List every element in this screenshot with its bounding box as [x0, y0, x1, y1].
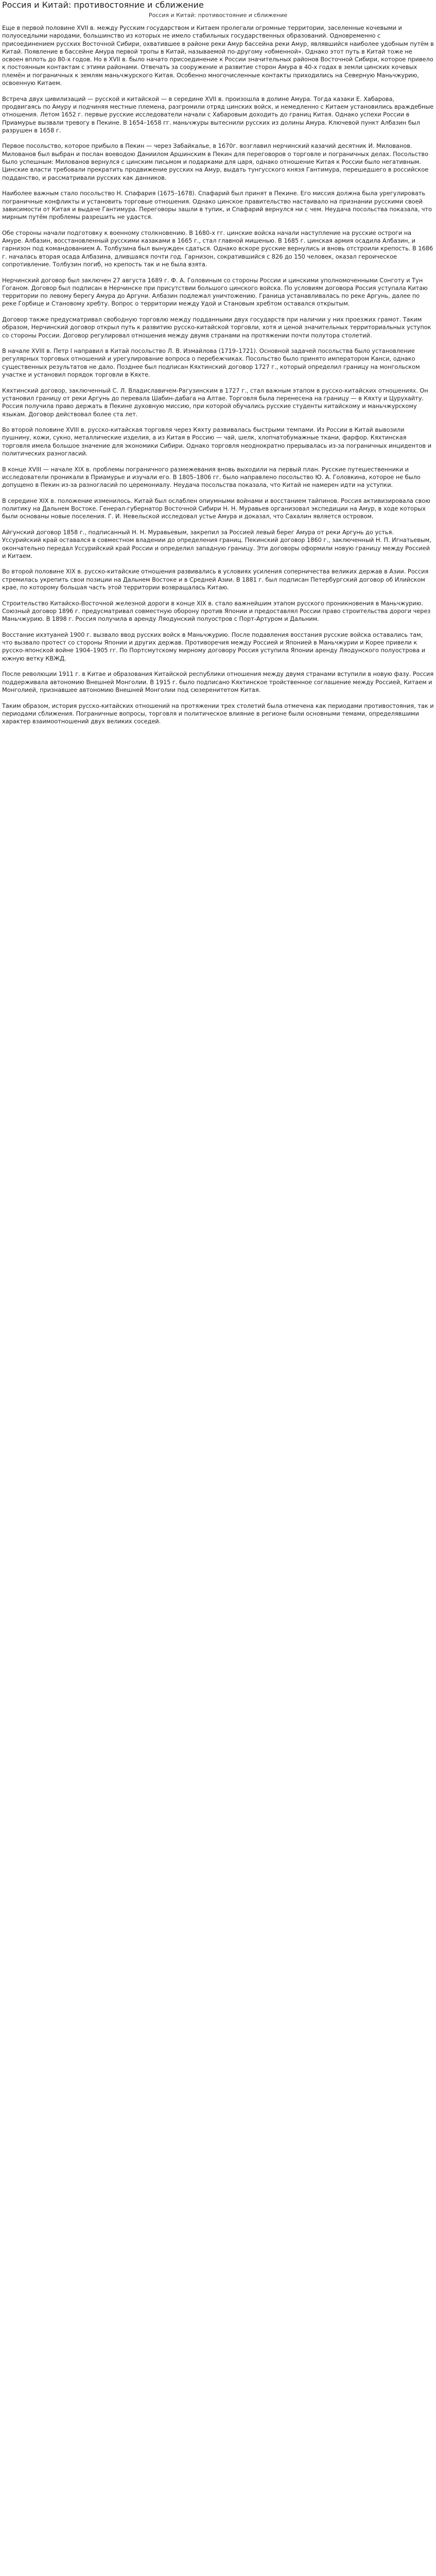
article-paragraph: Нерчинский договор был заключен 27 августа 1689 г. Ф. А. Головиным со стороны России и цинскими уполномоченными Сонготу и Тун Гоганом. Договор был подписан в Нерчинске при присутствии большого цинского войска. По условиям договора Россия уступала Китаю территории по левому берегу Амура до Аргуни. Албазин подлежал уничтожению. Граница устанавливалась по реке Аргунь, далее по реке Горбице и Становому хребту. Вопрос о территории между Удой и Становым хребтом оставался открытым.: [2, 276, 428, 308]
article-paragraph: Кяхтинский договор, заключенный С. Л. Владиславичем-Рагузинским в 1727 г., стал важным этапом в русско-китайских отношениях. Он установил границу от реки Аргунь до перевала Шабин-дабага на Алтае. Торговля была перенесена на границу — в Кяхту и Цурухайту. Россия получила право держать в Пекине духовную миссию, при которой обучались русские студенты китайскому и маньчжурскому языкам. Договор действовал более ста лет.: [2, 386, 428, 418]
article-paragraph: В начале XVIII в. Петр I направил в Китай посольство Л. В. Измайлова (1719–1721). Основной задачей посольства было установление регулярных торговых отношений и урегулирование вопроса о перебежчиках. Посольство было принято императором Канси, однако существенных результатов не дало. Позднее был подписан Кяхтинский договор 1727 г., который определил границу на монгольском участке и установил порядок торговли в Кяхте.: [2, 347, 420, 379]
article-paragraph: Во второй половине XIX в. русско-китайские отношения развивались в условиях усиления соперничества великих держав в Азии. Россия стремилась укрепить свои позиции на Дальнем Востоке и в Средней Азии. В 1881 г. был подписан Петербургский договор об Илийском крае, по которому большая часть этой территории возвращалась Китаю.: [2, 568, 429, 591]
article-paragraph: Наиболее важным стало посольство Н. Спафария (1675–1678). Спафарий был принят в Пекине. Его миссия должна была урегулировать пограничные конфликты и установить торговые отношения. Однако цинское правительство настаивало на признании русскими своей зависимости от Китая и выдаче Гантимура. Переговоры зашли в тупик, и Спафарий вернулся ни с чем. Неудача посольства показала, что мирным путём проблемы разрешить не удастся.: [2, 190, 432, 221]
article-paragraph: Восстание ихэтуаней 1900 г. вызвало ввод русских войск в Маньчжурию. После подавления восстания русские войска оставались там, что вызвало протест со стороны Японии и других держав. Противоречия между Россией и Японией в Маньчжурии и Корее привели к русско-японской войне 1904–1905 гг. По Портсмутскому мирному договору Россия уступила Японии аренду Ляодунского полуострова и южную ветку КВЖД.: [2, 631, 426, 662]
article-paragraph: Во второй половине XVIII в. русско-китайская торговля через Кяхту развивалась быстрыми темпами. Из России в Китай вывозили пушнину, кожи, сукно, металлические изделия, а из Китая в Россию — чай, шелк, хлопчатобумажные ткани, фарфор. Кяхтинская торговля имела большое значение для экономики Сибири. Однако торговля неоднократно прерывалась из-за пограничных инцидентов и политических разногласий.: [2, 426, 432, 457]
article-paragraph: Таким образом, история русско-китайских отношений на протяжении трех столетий была отмечена как периодами противостояния, так и периодами сближения. Пограничные вопросы, торговля и политическое влияние в регионе были основными темами, определявшими характер взаимоотношений двух великих соседей.: [2, 702, 434, 725]
article-paragraph: Еще в первой половине XVII в. между Русским государством и Китаем пролегали огромные территории, заселенные кочевыми и полуоседлыми народами, большинство из которых не имело стабильных государственных образований. Одновременно с присоединением русских Восточной Сибири, охватившее в районе реки Амур бассейна реки Амур, являвшийся наиболее удобным путём в Китай. Появление в бассейне Амура первой тропы в Китай, называемой по-другому «обменной». Однако этот путь в Китай тоже не освоен вплоть до 80-х годов. Но в XVII в. было начато присоединение к России значительных районов Восточной Сибири, которое привело к постоянным контактам с этими районами. Отвечать за сооружение и развитие сторон Амура в 40-х годах в земли цинских кочевых племён и пограничных к землям маньчжурского Китая. Особенно многочисленные контакты приходились на Северную Маньчжурию, освоенную Китаем.: [2, 24, 434, 87]
article-body: [0, 19, 436, 725]
article-paragraph: Договор также предусматривал свободную торговлю между подданными двух государств при наличии у них проезжих грамот. Таким образом, Нерчинский договор открыл путь к развитию русско-китайской торговли, хотя и ценой значительных территориальных уступок со стороны России. Договор регулировал отношения между двумя странами на протяжении почти полутора столетий.: [2, 315, 431, 339]
article-paragraph: Строительство Китайско-Восточной железной дороги в конце XIX в. стало важнейшим этапом русского проникновения в Маньчжурию. Союзный договор 1896 г. предусматривал совместную оборону против Японии и предоставлял России право строительства дороги через Маньчжурию. В 1898 г. Россия получила в аренду Ляодунский полуостров с Порт-Артуром и Дальним.: [2, 599, 431, 623]
article-paragraph: После революции 1911 г. в Китае и образования Китайской республики отношения между двумя странами вступили в новую фазу. Россия поддерживала автономию Внешней Монголии. В 1915 г. было подписано Кяхтинское тройственное соглашение между Россией, Китаем и Монголией, признавшее автономию Внешней Монголии под сюзеренитетом Китая.: [2, 670, 434, 693]
article-paragraph: В конце XVIII — начале XIX в. проблемы пограничного размежевания вновь выходили на первый план. Русские путешественники и исследователи проникали в Приамурье и изучали его. В 1805–1806 гг. было направлено посольство Ю. А. Головкина, которое не было допущено в Пекин из-за разногласий по церемониалу. Неудача посольства показала, что Китай не намерен идти на уступки.: [2, 465, 421, 489]
article-paragraph: Первое посольство, которое прибыло в Пекин — через Забайкалье, в 1670г. возглавил нерчинский казачий десятник И. Милованов. Милованов был выбран и послан воеводою Даниилом Аршинским в Пекин для переговоров о торговле и пограничных делах. Посольство было успешным: Милованов вернулся с цинским письмом и подарками для царя, однако отношение Китая к России было негативным. Цинские власти требовали прекратить продвижение русских на Амур, выдать тунгусского князя Гантимура, перешедшего в российское подданство, и рассматривали русских как данников.: [2, 142, 429, 181]
article-header: [0, 0, 436, 19]
page-title: Россия и Китай: противостояние и сближение: [2, 0, 204, 10]
article-paragraph: В середине XIX в. положение изменилось. Китай был ослаблен опиумными войнами и восстанием тайпинов. Россия активизировала свою политику на Дальнем Востоке. Генерал-губернатор Восточной Сибири Н. Н. Муравьев организовал экспедиции на Амур, в ходе которых были основаны новые поселения. Г. И. Невельской исследовал устье Амура и доказал, что Сахалин является островом.: [2, 497, 430, 520]
article-paragraph: Айгунский договор 1858 г., подписанный Н. Н. Муравьевым, закрепил за Россией левый берег Амура от реки Аргунь до устья. Уссурийский край оставался в совместном владении до определения границ. Пекинский договор 1860 г., заключенный Н. П. Игнатьевым, окончательно передал Уссурийский край России и определил западную границу. Эти договоры оформили новую границу между Россией и Китаем.: [2, 529, 431, 560]
page: [0, 0, 436, 725]
article-paragraph: Встреча двух цивилизаций — русской и китайской — в середине XVII в. произошла в долине Амура. Тогда казаки Е. Хабарова, продвигаясь по Амуру и подчиняя местные племена, разгромили отряд цинских войск, и немедленно с Китаем установились враждебные отношения. Летом 1652 г. первые русские исследователи начали с Хабаровым доходить до границ Китая. Однако успехи России в Приамурье вызвали тревогу в Пекине. В 1654–1658 гг. маньчжуры вытеснили русских из долины Амура. Ключевой пункт Албазин был разрушен в 1658 г.: [2, 95, 434, 134]
article-paragraph: Обе стороны начали подготовку к военному столкновению. В 1680-х гг. цинские войска начали наступление на русские остроги на Амуре. Албазин, восстановленный русскими казаками в 1665 г., стал главной мишенью. В 1685 г. цинская армия осадила Албазин, и гарнизон под командованием А. Толбузина был вынужден сдаться. Однако вскоре русские вернулись и вновь отстроили крепость. В 1686 г. началась вторая осада Албазина, длившаяся почти год. Гарнизон, сократившийся с 826 до 150 человек, оказал героическое сопротивление. Толбузин погиб, но крепость так и не была взята.: [2, 229, 433, 268]
page-subtitle: Россия и Китай: противостояние и сближение: [148, 12, 288, 19]
